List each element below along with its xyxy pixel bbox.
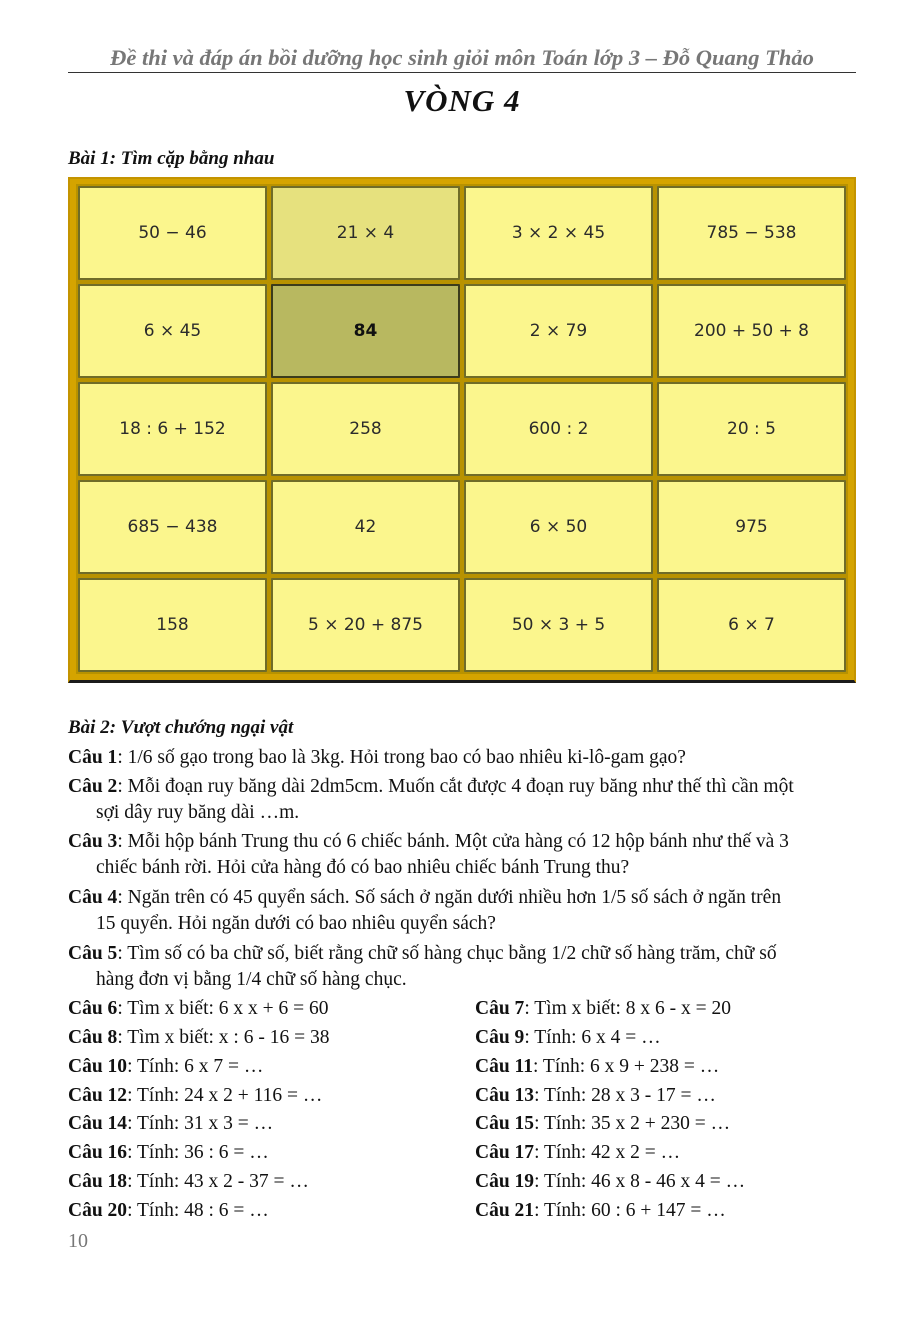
- board-cell[interactable]: 50 × 3 + 5: [464, 578, 653, 672]
- bai2-title: Bài 2: Vượt chướng ngại vật: [68, 717, 294, 738]
- board-cell[interactable]: 200 + 50 + 8: [657, 284, 846, 378]
- question-6: [68, 996, 329, 1022]
- question-text: : Tính: 6 x 9 + 238 = …: [532, 1056, 720, 1077]
- question-label: Câu 3: [68, 831, 118, 852]
- question-text: : Ngăn trên có 45 quyển sách. Số sách ở ngăn dưới nhiều hơn 1/5 số sách ở ngăn trên: [117, 887, 782, 908]
- question-8: [68, 1025, 329, 1051]
- question-label: Câu 8: [68, 1027, 118, 1048]
- board-cell[interactable]: 600 : 2: [464, 382, 653, 476]
- question-text: : Tính: 28 x 3 - 17 = …: [534, 1085, 716, 1106]
- board-cell[interactable]: 42: [271, 480, 460, 574]
- question-16: [68, 1140, 269, 1166]
- question-7: [475, 996, 731, 1022]
- question-label: Câu 18: [68, 1171, 128, 1192]
- question-9: [475, 1025, 661, 1051]
- question-text: : Tính: 31 x 3 = …: [127, 1113, 274, 1134]
- question-text: : Tìm số có ba chữ số, biết rằng chữ số hàng chục bằng 1/2 chữ số hàng trăm, chữ số: [117, 943, 777, 964]
- question-label: Câu 14: [68, 1113, 128, 1134]
- question-text: : Tìm x biết: 8 x 6 - x = 20: [524, 998, 732, 1019]
- question-10: [68, 1054, 263, 1080]
- question-text: : 1/6 số gạo trong bao là 3kg. Hỏi trong bao có bao nhiêu ki-lô-gam gạo?: [117, 747, 686, 768]
- question-label: Câu 15: [475, 1113, 535, 1134]
- question-label: Câu 17: [475, 1142, 535, 1163]
- question-label: Câu 6: [68, 998, 118, 1019]
- question-label: Câu 11: [475, 1056, 533, 1077]
- question-text: : Mỗi hộp bánh Trung thu có 6 chiếc bánh. Một cửa hàng có 12 hộp bánh như thế và 3: [117, 831, 789, 852]
- question-5: [68, 941, 858, 993]
- question-text: : Tính: 6 x 4 = …: [524, 1027, 661, 1048]
- question-19: [475, 1169, 745, 1195]
- question-label: Câu 20: [68, 1200, 128, 1221]
- board-cell[interactable]: 20 : 5: [657, 382, 846, 476]
- question-text: : Tính: 6 x 7 = …: [127, 1056, 264, 1077]
- board-cell[interactable]: 975: [657, 480, 846, 574]
- question-label: Câu 19: [475, 1171, 535, 1192]
- question-4: [68, 885, 858, 937]
- board-cell[interactable]: 6 × 45: [78, 284, 267, 378]
- question-label: Câu 13: [475, 1085, 535, 1106]
- round-title: VÒNG 4: [403, 83, 521, 118]
- question-15: [475, 1111, 730, 1137]
- question-text-cont: chiếc bánh rời. Hỏi cửa hàng đó có bao nhiêu chiếc bánh Trung thu?: [96, 857, 630, 878]
- question-text: : Mỗi đoạn ruy băng dài 2dm5cm. Muốn cắt được 4 đoạn ruy băng như thế thì cần một: [117, 776, 794, 797]
- question-text: : Tìm x biết: x : 6 - 16 = 38: [117, 1027, 330, 1048]
- board-cell[interactable]: 258: [271, 382, 460, 476]
- matching-board: [68, 177, 856, 683]
- question-label: Câu 21: [475, 1200, 535, 1221]
- question-text-cont: 15 quyển. Hỏi ngăn dưới có bao nhiêu quyển sách?: [96, 913, 496, 934]
- question-label: Câu 2: [68, 776, 118, 797]
- question-14: [68, 1111, 273, 1137]
- question-label: Câu 9: [475, 1027, 525, 1048]
- question-label: Câu 1: [68, 747, 118, 768]
- question-label: Câu 4: [68, 887, 118, 908]
- board-cell[interactable]: 685 − 438: [78, 480, 267, 574]
- board-cell[interactable]: 6 × 7: [657, 578, 846, 672]
- question-12: [68, 1083, 322, 1109]
- question-text: : Tính: 42 x 2 = …: [534, 1142, 681, 1163]
- question-text: : Tính: 46 x 8 - 46 x 4 = …: [534, 1171, 746, 1192]
- board-cell[interactable]: 50 − 46: [78, 186, 267, 280]
- question-20: [68, 1198, 269, 1224]
- question-label: Câu 10: [68, 1056, 128, 1077]
- question-13: [475, 1083, 716, 1109]
- board-cell[interactable]: 158: [78, 578, 267, 672]
- board-cell[interactable]: 785 − 538: [657, 186, 846, 280]
- question-text-cont: hàng đơn vị bằng 1/4 chữ số hàng chục.: [96, 969, 407, 990]
- board-cell-highlighted[interactable]: 21 × 4: [271, 186, 460, 280]
- question-label: Câu 7: [475, 998, 525, 1019]
- question-text: : Tính: 43 x 2 - 37 = …: [127, 1171, 309, 1192]
- question-21: [475, 1198, 726, 1224]
- bai1-title: Bài 1: Tìm cặp bằng nhau: [68, 148, 275, 169]
- page-header: Đề thi và đáp án bồi dưỡng học sinh giỏi môn Toán lớp 3 – Đỗ Quang Thảo: [68, 44, 856, 73]
- question-text-cont: sợi dây ruy băng dài …m.: [96, 802, 300, 823]
- question-3: [68, 829, 858, 881]
- board-cell[interactable]: 6 × 50: [464, 480, 653, 574]
- question-17: [475, 1140, 680, 1166]
- question-label: Câu 5: [68, 943, 118, 964]
- question-text: : Tính: 60 : 6 + 147 = …: [534, 1200, 726, 1221]
- question-label: Câu 16: [68, 1142, 128, 1163]
- question-text: : Tính: 48 : 6 = …: [127, 1200, 269, 1221]
- board-cell-selected[interactable]: 84: [271, 284, 460, 378]
- question-text: : Tính: 24 x 2 + 116 = …: [127, 1085, 323, 1106]
- question-2: [68, 774, 858, 826]
- question-label: Câu 12: [68, 1085, 128, 1106]
- question-1: [68, 745, 858, 771]
- question-text: : Tính: 36 : 6 = …: [127, 1142, 269, 1163]
- question-11: [475, 1054, 719, 1080]
- question-text: : Tính: 35 x 2 + 230 = …: [534, 1113, 731, 1134]
- question-text: : Tìm x biết: 6 x x + 6 = 60: [117, 998, 329, 1019]
- board-cell[interactable]: 18 : 6 + 152: [78, 382, 267, 476]
- board-cell[interactable]: 2 × 79: [464, 284, 653, 378]
- question-18: [68, 1169, 309, 1195]
- page-number: 10: [68, 1230, 88, 1252]
- board-cell[interactable]: 5 × 20 + 875: [271, 578, 460, 672]
- board-cell[interactable]: 3 × 2 × 45: [464, 186, 653, 280]
